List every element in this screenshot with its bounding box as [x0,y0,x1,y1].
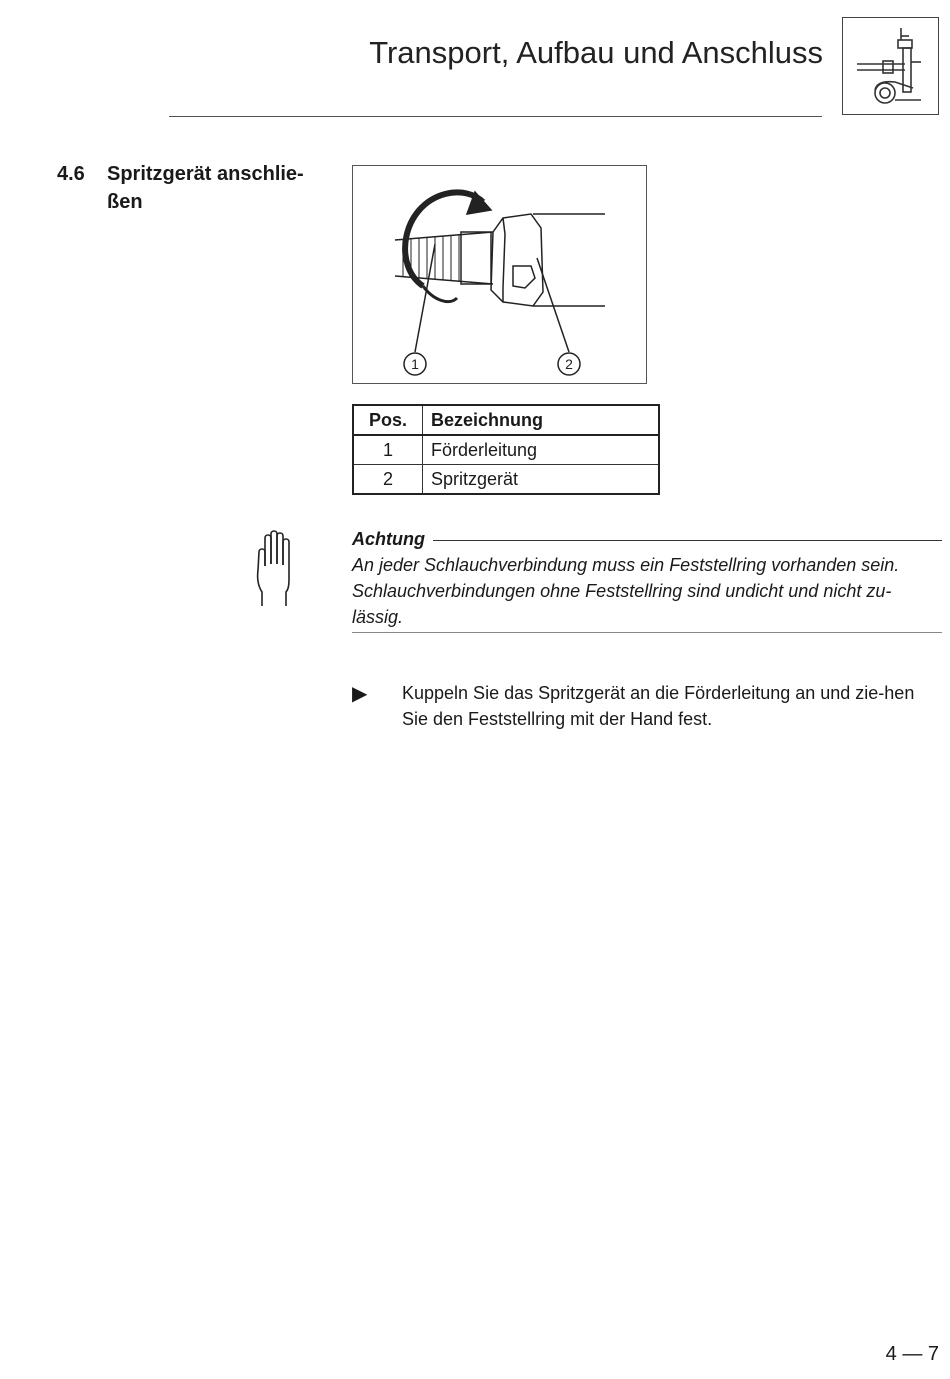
machine-section-icon [842,17,939,115]
header-divider [169,116,822,117]
warning-text: An jeder Schlauchverbindung muss ein Feststellring vorhanden sein. Schlauchverbindungen ohne Feststellring sind undicht und nicht zu-lässig. [352,555,900,627]
table-cell-name: Förderleitung [423,435,660,465]
callout-2: 2 [565,356,573,372]
table-header-name: Bezeichnung [423,405,660,435]
section-number: 4.6 [57,163,85,185]
warning-title: Achtung [352,529,425,549]
table-cell-name: Spritzgerät [423,465,660,495]
table-cell-pos: 1 [353,435,423,465]
hand-stop-icon [252,530,304,615]
warning-box [352,526,942,630]
section-title: Spritzgerät anschlie-ßen [107,163,304,213]
hose-coupling-illustration [353,166,646,383]
callout-1: 1 [411,356,419,372]
warning-header [352,526,942,552]
triangle-bullet-icon: ▶ [352,683,368,705]
table-row [353,465,659,495]
page-header-title: Transport, Aufbau und Anschluss [369,34,823,70]
table-row [353,435,659,465]
instruction-text: Kuppeln Sie das Spritzgerät an die Förderleitung an und zie-hen Sie den Feststellring mit der Hand fest. [402,683,915,729]
table-cell-pos: 2 [353,465,423,495]
warning-header-rule [433,540,942,541]
hose-coupling-figure [352,165,647,384]
instruction-step [352,680,922,732]
page-number: 4 — 7 [885,1343,939,1365]
warning-bottom-rule [352,632,942,633]
parts-table [352,404,660,495]
table-header-row [353,405,659,435]
table-header-pos: Pos. [353,405,423,435]
